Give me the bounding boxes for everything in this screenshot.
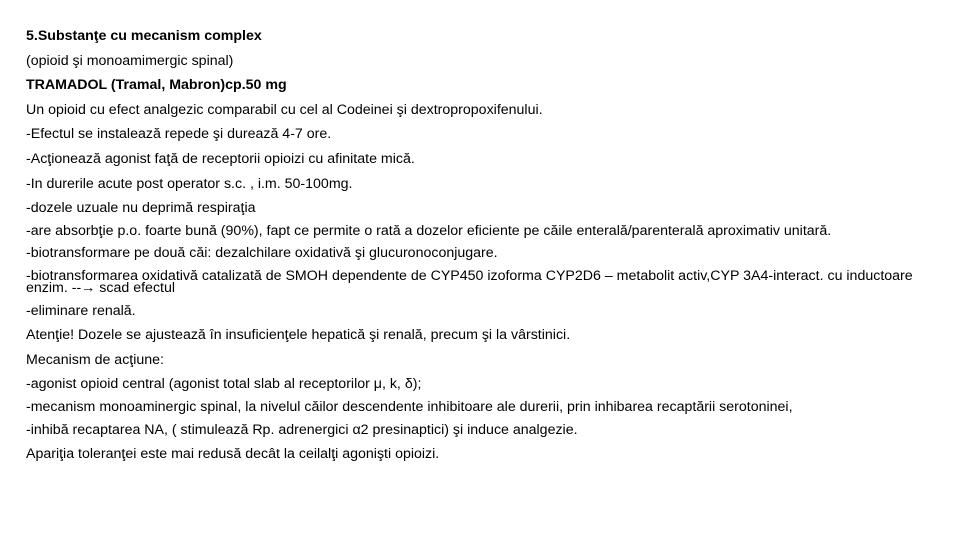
subheading: (opioid şi monoamimergic spinal) bbox=[26, 52, 234, 69]
text-line-warning: Atenţie! Dozele se ajustează în insuficienţele hepatică şi renală, precum şi la vârstinici. bbox=[26, 327, 571, 344]
text-line-tolerance: Apariţia toleranţei este mai redusă decât la ceilalţi agonişti opioizi. bbox=[26, 446, 440, 463]
text-line-description: Un opioid cu efect analgezic comparabil cu cel al Codeinei şi dextropropoxifenului. bbox=[26, 101, 543, 118]
text-line-agonist: -Acţionează agonist faţă de receptorii opioizi cu afinitate mică. bbox=[26, 150, 415, 167]
text-line-biotransformation: -biotransformare pe două căi: dezalchilare oxidativă şi glucuronoconjugare. bbox=[26, 245, 498, 262]
text-line-onset: -Efectul se instalează repede şi durează 4-7 ore. bbox=[26, 126, 332, 143]
text-line-na-reuptake: -inhibă recaptarea NA, ( stimulează Rp. adrenergici α2 presinaptici) şi induce analgezie. bbox=[26, 421, 578, 438]
slide-content bbox=[26, 28, 926, 471]
section-heading: 5.Substanţe cu mecanism complex bbox=[26, 28, 262, 44]
text-line-elimination: -eliminare renală. bbox=[26, 302, 136, 319]
text-line-oxidative: -biotransformarea oxidativă catalizată de SMOH dependente de CYP450 izoforma CYP2D6 – metabolit activ,CYP 3A4-interact. cu inductoare enzim. --→ scad efectul bbox=[26, 267, 913, 296]
drug-title: TRAMADOL (Tramal, Mabron)cp.50 mg bbox=[26, 77, 287, 94]
text-line-absorption: -are absorbţie p.o. foarte bună (90%), fapt ce permite o rată a dozelor eficiente pe căile enterală/parenterală aproximativ unitară. bbox=[26, 222, 832, 239]
text-line-mechanism-heading: Mecanism de acţiune: bbox=[26, 351, 165, 368]
text-line-acute-pain: -In durerile acute post operator s.c. , i.m. 50-100mg. bbox=[26, 175, 353, 192]
text-line-respiration: -dozele uzuale nu deprimă respiraţia bbox=[26, 200, 256, 217]
text-line-opioid-agonist: -agonist opioid central (agonist total slab al receptorilor μ, k, δ); bbox=[26, 376, 422, 393]
text-line-monoaminergic: -mecanism monoaminergic spinal, la nivelul căilor descendente inhibitoare ale durerii, prin inhibarea recaptării serotoninei, bbox=[26, 398, 793, 415]
